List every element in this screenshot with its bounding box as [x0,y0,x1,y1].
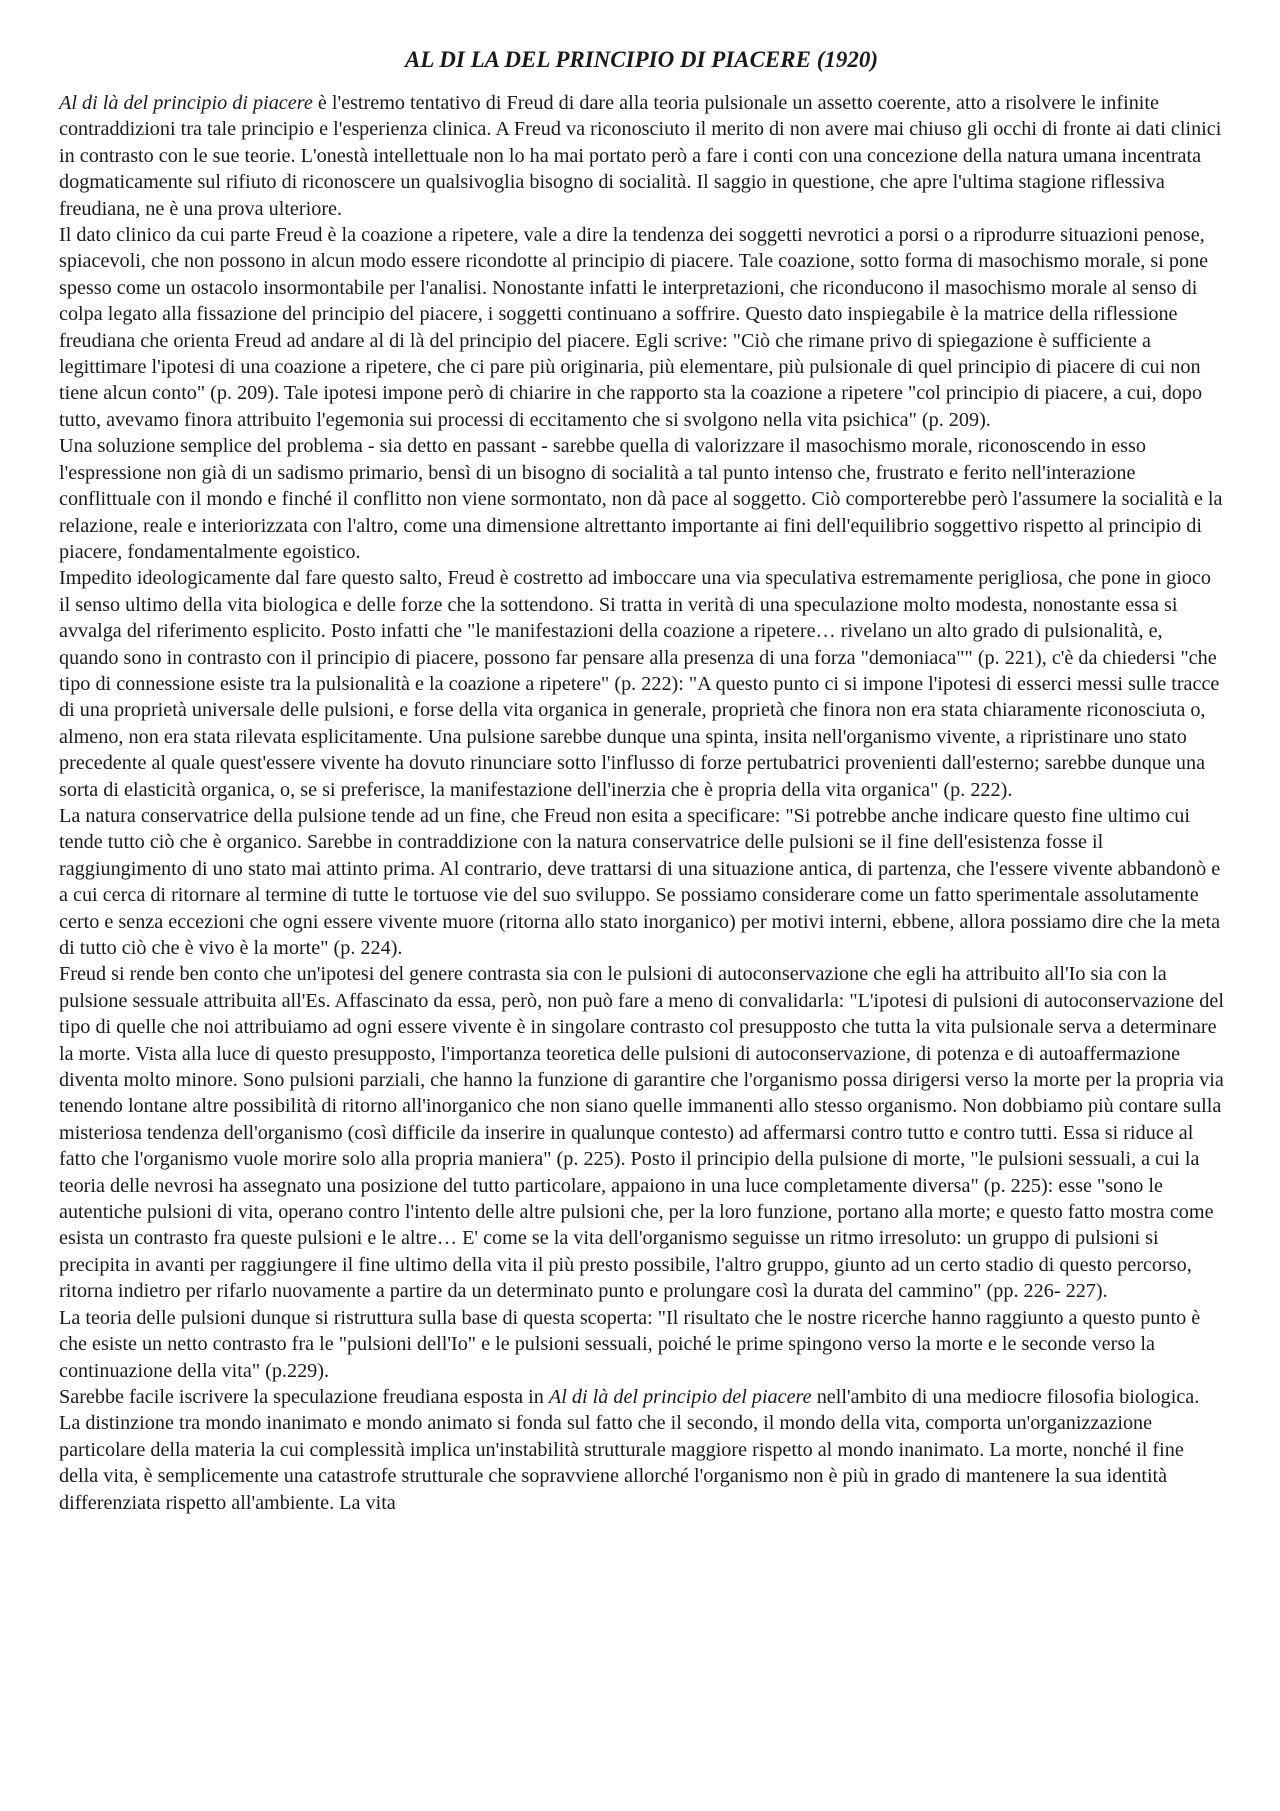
paragraph-7: La teoria delle pulsioni dunque si ristruttura sulla base di questa scoperta: "Il risultato che le nostre ricerche hanno raggiunto a questo punto è che esiste un netto contrasto fra le "pulsioni dell'Io" e le pulsioni sessuali, poiché le prime spingono verso la morte e le seconde verso la continuazione della vita" (p.229). [59,1306,1201,1382]
paragraph-8 [59,1384,1224,1516]
book-title-italic: Al di là del principio di piacere [59,92,313,114]
paragraph-1-text: è l'estremo tentativo di Freud di dare alla teoria pulsionale un assetto coerente, atto a risolvere le infinite contraddizioni tra tale principio e l'esperienza clinica. A Freud va riconosciuto il merito di non avere mai chiuso gli occhi di fronte ai dati clinici in contrasto con le sue teorie. L'onestà intellettuale non lo ha mai portato però a fare i conti con una concezione della natura umana incentrata dogmaticamente sul rifiuto di riconoscere un qualsivoglia bisogno di socialità. Il saggio in questione, che apre l'ultima stagione riflessiva freudiana, ne è una prova ulteriore. [59,92,1222,220]
paragraph-4: Impedito ideologicamente dal fare questo salto, Freud è costretto ad imboccare una via speculativa estremamente perigliosa, che pone in gioco il senso ultimo della vita biologica e delle forze che la sottendono. Si tratta in verità di una speculazione molto modesta, nonostante essa si avvalga del riferimento esplicito. Posto infatti che "le manifestazioni della coazione a ripetere… rivelano un alto grado di pulsionalità, e, quando sono in contrasto con il principio di piacere, possono far pensare alla presenza di una forza "demoniaca"" (p. 221), c'è da chiedersi "che tipo di connessione esiste tra la pulsionalità e la coazione a ripetere" (p. 222): "A questo punto ci si impone l'ipotesi di esserci messi sulle tracce di una proprietà universale delle pulsioni, e forse della vita organica in generale, proprietà che finora non era stata chiaramente riconosciuta o, almeno, non era stata rilevata esplicitamente. Una pulsione sarebbe dunque una spinta, insita nell'organismo vivente, a ripristinare uno stato precedente al quale quest'essere vivente ha dovuto rinunciare sotto l'influsso di forze pertubatrici provenienti dall'esterno; sarebbe dunque una sorta di elasticità organica, o, se si preferisce, la manifestazione dell'inerzia che è propria della vita organica" (p. 222). [59,567,1220,801]
document-title: AL DI LA DEL PRINCIPIO DI PIACERE (1920) [404,47,879,72]
paragraph-8-after: nell'ambito di una mediocre filosofia biologica. La distinzione tra mondo inanimato e mondo animato si fonda sul fatto che il secondo, il mondo della vita, comporta un'organizzazione particolare della materia la cui complessità implica un'instabilità strutturale maggiore rispetto al mondo inanimato. La morte, nonché il fine della vita, è semplicemente una catastrofe strutturale che sopravviene allorché l'organismo non è più in grado di mantenere la sua identità differenziata rispetto all'ambiente. La vita [59,1385,1200,1514]
book-title-italic: Al di là del principio del piacere [548,1385,812,1408]
paragraph-5: La natura conservatrice della pulsione tende ad un fine, che Freud non esita a specificare: "Si potrebbe anche indicare questo fine ultimo cui tende tutto ciò che è organico. Sarebbe in contraddizione con la natura conservatrice delle pulsioni se il fine dell'esistenza fosse il raggiungimento di uno stato mai attinto prima. Al contrario, deve trattarsi di una situazione antica, di partenza, che l'essere vivente abbandonò e a cui cerca di ritornare al termine di tutte le tortuose vie del suo sviluppo. Se possiamo considerare come un fatto sperimentale assolutamente certo e senza eccezioni che ogni essere vivente muore (ritorna allo stato inorganico) per motivi interni, ebbene, allora possiamo dire che la meta di tutto ciò che è vivo è la morte" (p. 224). [59,804,1221,959]
paragraph-8-before: Sarebbe facile iscrivere la speculazione freudiana esposta in [59,1385,549,1408]
paragraph-6: Freud si rende ben conto che un'ipotesi del genere contrasta sia con le pulsioni di autoconservazione che egli ha attribuito all'Io sia con la pulsione sessuale attribuita all'Es. Affascinato da essa, però, non può fare a meno di convalidarla: "L'ipotesi di pulsioni di autoconservazione del tipo di quelle che noi attribuiamo ad ogni essere vivente è in singolare contrasto col presupposto che tutta la vita pulsionale serva a determinare la morte. Vista alla luce di questo presupposto, l'importanza teoretica delle pulsioni di autoconservazione, di potenza e di autoaffermazione diventa molto minore. Sono pulsioni parziali, che hanno la funzione di garantire che l'organismo possa dirigersi verso la morte per la propria via tenendo lontane altre possibilità di ritorno all'inorganico che non siano quelle immanenti allo stesso organismo. Non dobbiamo più contare sulla misteriosa tendenza dell'organismo (così difficile da inserire in qualunque contesto) ad affermarsi contro tutto e contro tutti. Essa si riduce al fatto che l'organismo vuole morire solo alla propria maniera" (p. 225). Posto il principio della pulsione di morte, "le pulsioni sessuali, a cui la teoria delle nevrosi ha assegnato una posizione del tutto particolare, appaiono in una luce completamente diversa" (p. 225): esse "sono le autentiche pulsioni di vita, operano contro l'intento delle altre pulsioni che, per la loro funzione, portano alla morte; e questo fatto mostra come esista un contrasto fra queste pulsioni e le altre… E' come se la vita dell'organismo seguisse un ritmo irresoluto: un gruppo di pulsioni si precipita in avanti per raggiungere il fine ultimo della vita il più presto possibile, l'altro gruppo, giunto ad un certo stadio di questo percorso, ritorna indietro per rifarlo nuovamente a partire da un determinato punto e prolungare così la durata del cammino" (pp. 226- 227). [59,963,1224,1303]
paragraph-3: Una soluzione semplice del problema - sia detto en passant - sarebbe quella di valorizzare il masochismo morale, riconoscendo in esso l'espressione non già di un sadismo primario, bensì di un bisogno di socialità a tal punto intenso che, frustrato e ferito nell'interazione conflittuale con il mondo e finché il conflitto non viene sormontato, non dà pace al soggetto. Ciò comporterebbe però l'assumere la socialità e la relazione, reale e interiorizzata con l'altro, come una dimensione altrettanto importante ai fini dell'equilibrio soggettivo rispetto al principio di piacere, fondamentalmente egoistico. [59,435,1223,563]
paragraph-2: Il dato clinico da cui parte Freud è la coazione a ripetere, vale a dire la tendenza dei soggetti nevrotici a porsi o a riprodurre situazioni penose, spiacevoli, che non possono in alcun modo essere ricondotte al principio di piacere. Tale coazione, sotto forma di masochismo morale, si pone spesso come un ostacolo insormontabile per l'analisi. Nonostante infatti le interpretazioni, che riconducono il masochismo morale al senso di colpa legato alla fissazione del principio del piacere, i soggetti continuano a soffrire. Questo dato inspiegabile è la matrice della riflessione freudiana che orienta Freud ad andare al di là del principio del piacere. Egli scrive: "Ciò che rimane privo di spiegazione è sufficiente a legittimare l'ipotesi di una coazione a ripetere, che ci pare più originaria, più elementare, più pulsionale di quel principio di piacere di cui non tiene alcun conto" (p. 209). Tale ipotesi impone però di chiarire in che rapporto sta la coazione a ripetere "col principio di piacere, a cui, dopo tutto, avevamo finora attribuito l'egemonia sui processi di eccitamento che si svolgono nella vita psichica" (p. 209). [59,224,1209,431]
paragraph-1 [59,90,1224,222]
document-page [59,46,1224,1516]
